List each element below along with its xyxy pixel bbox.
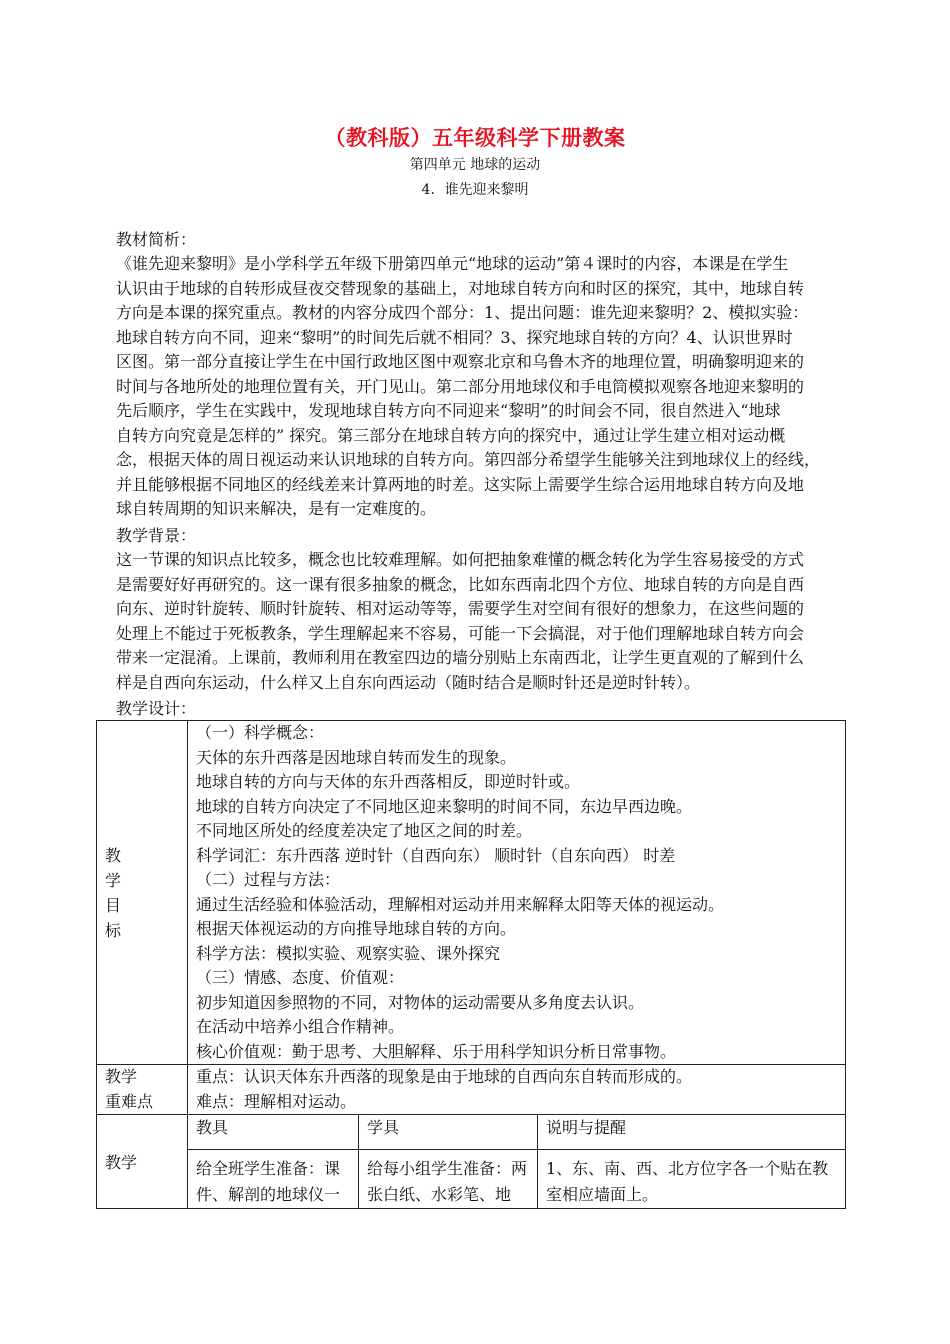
keypoints-content-cell <box>188 1065 846 1115</box>
goals-label-char: 学 <box>105 870 122 890</box>
goals-label-char: 标 <box>105 920 122 940</box>
goals-line: 在活动中培养小组合作精神。 <box>196 1017 405 1036</box>
background-line: 这一节课的知识点比较多，概念也比较难理解。如何把抽象难懂的概念转化为学生容易接受的方式 <box>116 550 805 569</box>
prep-student-tools <box>359 1150 538 1209</box>
prep-header-teacher: 教具 <box>188 1115 359 1150</box>
background-heading: 教学背景： <box>116 526 197 545</box>
prep-header-notes: 说明与提醒 <box>538 1115 846 1150</box>
goals-line: （一）科学概念： <box>196 723 325 742</box>
analysis-line: 球自转周期的知识来解决，是有一定难度的。 <box>116 499 437 518</box>
prep-notes-line: 室相应墙面上。 <box>546 1185 659 1204</box>
analysis-heading: 教材简析： <box>116 230 197 249</box>
goals-line: 地球自转的方向与天体的东升西落相反，即逆时针或。 <box>196 772 581 791</box>
keypoints-line: 难点：理解相对运动。 <box>196 1091 357 1111</box>
goals-line: 科学词汇：东升西落 逆时针（自西向东） 顺时针（自东向西） 时差 <box>196 845 676 865</box>
prep-content-row <box>97 1150 846 1209</box>
background-line: 是需要好好再研究的。这一课有很多抽象的概念，比如东西南北四个方位、地球自转的方向是自西 <box>116 574 805 594</box>
analysis-line: 时间与各地所处的地理位置有关，开门见山。第二部分用地球仪和手电筒模拟观察各地迎来黎明的 <box>116 376 805 396</box>
lesson-title: 4．谁先迎来黎明 <box>421 182 529 198</box>
prep-teacher-line: 件、解剖的地球仪一 <box>196 1185 341 1204</box>
goals-line: 核心价值观：勤于思考、大胆解释、乐于用科学知识分析日常事物。 <box>196 1041 677 1061</box>
design-table <box>96 720 846 1209</box>
analysis-line: 方向是本课的探究重点。教材的内容分成四个部分：1、提出问题：谁先迎来黎明？2、模拟实验： <box>116 303 809 322</box>
keypoints-label-cell <box>97 1065 188 1115</box>
keypoints-line: 重点：认识天体东升西落的现象是由于地球的自西向东自转而形成的。 <box>196 1067 693 1086</box>
background-paragraph <box>116 548 851 695</box>
goals-content-cell <box>188 721 846 1065</box>
goals-line: 通过生活经验和体验活动，理解相对运动并用来解释太阳等天体的视运动。 <box>196 894 725 914</box>
background-line: 带来一定混淆。上课前，教师利用在教室四边的墙分别贴上东南西北，让学生更直观的了解到什么 <box>116 648 805 667</box>
background-line: 处理上不能过于死板教条，学生理解起来不容易，可能一下会搞混，对于他们理解地球自转方向会 <box>116 623 805 643</box>
goals-row <box>97 721 846 1065</box>
analysis-line: 并且能够根据不同地区的经线差来计算两地的时差。这实际上需要学生综合运用地球自转方向及地 <box>116 474 805 494</box>
goals-label-char: 教 <box>105 845 122 865</box>
goals-line: 天体的东升西落是因地球自转而发生的现象。 <box>196 747 517 767</box>
goals-line: 不同地区所处的经度差决定了地区之间的时差。 <box>196 821 533 840</box>
prep-header-student: 学具 <box>359 1115 538 1150</box>
goals-line: 初步知道因参照物的不同，对物体的运动需要从多角度去认识。 <box>196 992 645 1012</box>
analysis-line: 自转方向究竟是怎样的” 探究。第三部分在地球自转方向的探究中，通过让学生建立相对运动概 <box>116 425 786 445</box>
prep-notes <box>538 1150 846 1209</box>
goals-label-cell <box>97 721 188 1065</box>
goals-line: 地球的自转方向决定了不同地区迎来黎明的时间不同，东边早西边晚。 <box>196 796 693 816</box>
analysis-line: 先后顺序，学生在实践中，发现地球自转方向不同迎来“黎明”的时间会不同，很自然进入“地球 <box>116 401 781 420</box>
goals-line: （二）过程与方法： <box>196 870 341 889</box>
prep-notes-line: 1、东、南、西、北方位字各一个贴在教 <box>546 1159 829 1178</box>
background-line: 样是自西向东运动，什么样又上自东向西运动（随时结合是顺时针还是逆时针转）。 <box>116 672 701 692</box>
prep-student-line: 给每小组学生准备：两 <box>367 1159 528 1178</box>
prep-student-line: 张白纸、水彩笔、地 <box>367 1185 512 1204</box>
keypoints-label-line: 教学 <box>105 1067 138 1086</box>
analysis-line: 认识由于地球的自转形成昼夜交替现象的基础上，对地球自转方向和时区的探究，其中，地球自转 <box>116 278 805 298</box>
prep-label-cell <box>97 1115 188 1209</box>
prep-label: 教学 <box>105 1153 138 1172</box>
prep-header-row <box>97 1115 846 1150</box>
keypoints-label-line: 重难点 <box>105 1091 154 1111</box>
keypoints-row <box>97 1065 846 1115</box>
analysis-paragraph <box>116 252 851 522</box>
analysis-line: 区图。第一部分直接让学生在中国行政地区图中观察北京和乌鲁木齐的地理位置，明确黎明迎来的 <box>116 352 805 371</box>
goals-line: （三）情感、态度、价值观： <box>196 968 405 987</box>
prep-teacher-tools <box>188 1150 359 1209</box>
analysis-line: 地球自转方向不同，迎来“黎明”的时间先后就不相同？3、探究地球自转的方向？4、认识世界时 <box>116 327 793 347</box>
design-heading: 教学设计： <box>116 699 197 718</box>
analysis-line: 念，根据天体的周日视运动来认识地球的自转方向。第四部分希望学生能够关注到地球仪上的经线， <box>116 450 821 469</box>
document-title: （教科版）五年级科学下册教案 <box>324 125 626 150</box>
goals-line: 科学方法：模拟实验、观察实验、课外探究 <box>196 943 501 963</box>
analysis-line: 《谁先迎来黎明》是小学科学五年级下册第四单元“地球的运动”第４课时的内容，本课是在学生 <box>116 254 789 273</box>
goals-line: 根据天体视运动的方向推导地球自转的方向。 <box>196 919 517 938</box>
background-line: 向东、逆时针旋转、顺时针旋转、相对运动等等，需要学生对空间有很好的想象力，在这些问题的 <box>116 599 805 618</box>
goals-label-char: 目 <box>105 895 122 915</box>
unit-title: 第四单元 地球的运动 <box>409 157 541 173</box>
prep-teacher-line: 给全班学生准备：课 <box>196 1159 341 1178</box>
